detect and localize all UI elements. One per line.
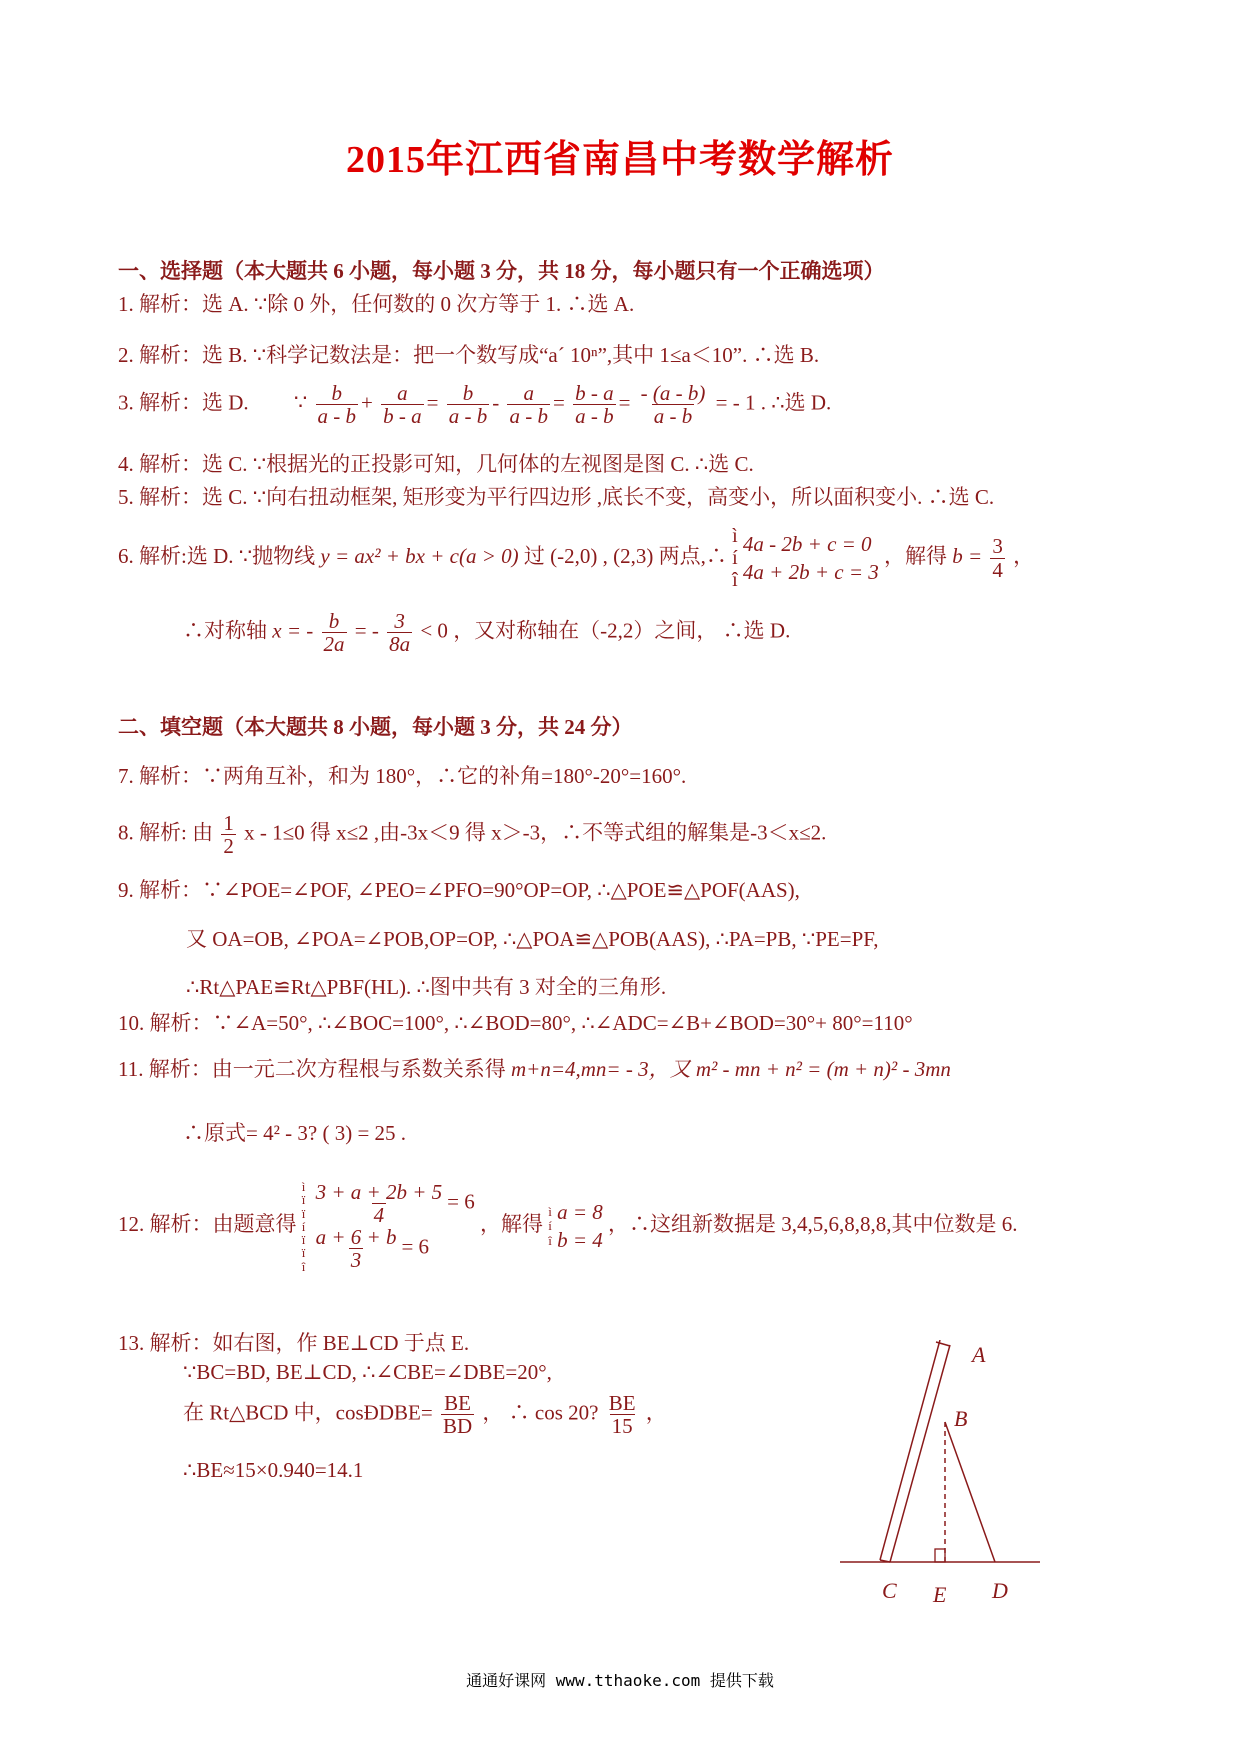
answer-12-suffix: ，∴这组新数据是 3,4,5,6,8,8,8,其中位数是 6. bbox=[608, 1212, 1018, 1237]
answer-6 bbox=[118, 525, 1034, 591]
answer-13-line-1: 13. 解析：如右图，作 BE⊥CD 于点 E. bbox=[118, 1331, 470, 1355]
answer-2: 2. 解析：选 B. ∵科学记数法是：把一个数写成“a´ 10ⁿ”,其中 1≤a＜10”. ∴选 B. bbox=[118, 343, 820, 367]
fraction: $\frac{b}{a - b}$ bbox=[448, 381, 488, 429]
answer-10: 10. 解析：∵∠A=50°, ∴∠BOC=100°, ∴∠BOD=80°, ∴∠ADC=∠B+∠BOD=30°+ 80°=110° bbox=[118, 1011, 913, 1035]
less-than: < 0 bbox=[420, 618, 448, 643]
answer-11-result: ∴原式= 4² - 3? ( 3) = 25 . bbox=[183, 1121, 407, 1145]
equation-system: $\frac{3 + a + 2b + 5}{4}$ = 6 $\frac{a + 6 + b}{3}$ = 6 bbox=[315, 1180, 475, 1273]
axis-suffix: ，又对称轴在（-2,2）之间， ∴选 D. bbox=[453, 618, 791, 643]
x-label: x = - bbox=[272, 618, 314, 643]
answer-3: 3. 解析：选 D. ∵ $\frac{b}{a - b}$ + $\frac{a}{b - a}$ = $\frac{b}{a - b}$ - $\frac{a}{a - b}$ = $\frac{b - a}{a - b}$ = $\frac{- (a - b)}{a - b}$ = - 1 . ∴选 D. bbox=[118, 381, 832, 429]
label-a: A bbox=[972, 1342, 986, 1367]
section-2-heading: 二、填空题（本大题共 8 小题，每小题 3 分，共 24 分） bbox=[118, 715, 633, 739]
fraction: $\frac{a}{b - a}$ bbox=[383, 381, 422, 429]
answer-6-axis bbox=[183, 610, 790, 655]
fraction: $\frac{BE}{BD}$ bbox=[442, 1391, 473, 1439]
label-e: E bbox=[933, 1582, 947, 1607]
solve-label: ，解得 bbox=[884, 543, 947, 568]
axis-prefix: ∴对称轴 bbox=[183, 618, 267, 643]
answer-8-suffix: x - 1≤0 得 x≤2 ,由-3x＜9 得 x＞-3，∴不等式组的解集是-3＜x≤2. bbox=[244, 820, 827, 845]
answer-12 bbox=[118, 1180, 1018, 1273]
ladder-right-edge bbox=[890, 1345, 950, 1562]
comma: ， bbox=[1013, 543, 1035, 568]
right-angle-mark bbox=[935, 1549, 945, 1562]
solve-label: ，解得 bbox=[479, 1212, 543, 1237]
cos-mid: ， ∴ cos 20? bbox=[482, 1400, 599, 1425]
answer-6-mid: 过 (-2,0) , (2,3) 两点, bbox=[523, 543, 706, 568]
system-brace: ì ï ï í ï ï î bbox=[301, 1179, 306, 1274]
answer-9-line-3: ∴Rt△PAE≌Rt△PBF(HL). ∴图中共有 3 对全的三角形. bbox=[186, 975, 667, 999]
answer-5: 5. 解析：选 C. ∵向右扭动框架, 矩形变为平行四边形 ,底长不变，高变小，所以面积变小. ∴选 C. bbox=[118, 485, 995, 509]
b-label: b = bbox=[952, 543, 983, 568]
answer-4: 4. 解析：选 C. ∵根据光的正投影可知，几何体的左视图是图 C. ∴选 C. bbox=[118, 452, 754, 476]
therefore-symbol: ∴ bbox=[705, 543, 727, 568]
answer-11 bbox=[118, 1053, 951, 1083]
geometry-figure bbox=[840, 1340, 1070, 1610]
cos-suffix: ， bbox=[645, 1400, 667, 1425]
fraction: $\frac{b}{2a}$ bbox=[323, 609, 345, 657]
equation-system: 4a - 2b + c = 0 4a + 2b + c = 3 bbox=[742, 531, 879, 584]
answer-6-prefix: 6. 解析:选 D. ∵抛物线 bbox=[118, 543, 316, 568]
answer-12-prefix: 12. 解析：由题意得 bbox=[118, 1212, 297, 1237]
answer-8-prefix: 8. 解析: 由 bbox=[118, 820, 214, 845]
fraction: $\frac{1}{2}$ bbox=[223, 811, 234, 859]
segment-bd bbox=[945, 1422, 995, 1562]
fraction: $\frac{BE}{15}$ bbox=[608, 1391, 636, 1439]
fraction: $\frac{3}{8a}$ bbox=[389, 609, 411, 657]
answer-3-prefix: 3. 解析：选 D. bbox=[118, 390, 249, 415]
page-footer: 通通好课网 www.tthaoke.com 提供下载 bbox=[466, 1671, 774, 1690]
system-brace: ì í î bbox=[732, 525, 738, 591]
answer-13-line-3 bbox=[183, 1392, 667, 1437]
fraction: $\frac{3}{4}$ bbox=[992, 534, 1003, 582]
fraction: $\frac{- (a - b)}{a - b}$ bbox=[640, 381, 706, 429]
answer-9-line-1: 9. 解析：∵∠POE=∠POF, ∠PEO=∠PFO=90°OP=OP, ∴△POE≌△POF(AAS), bbox=[118, 878, 800, 902]
label-b: B bbox=[954, 1406, 968, 1431]
answer-13-result: ∴BE≈15×0.940=14.1 bbox=[183, 1458, 364, 1482]
answer-1: 1. 解析：选 A. ∵除 0 外，任何数的 0 次方等于 1. ∴选 A. bbox=[118, 292, 635, 316]
root-relations: m+n=4,mn= - 3，又 bbox=[510, 1057, 691, 1081]
cos-prefix: 在 Rt△BCD 中，cosÐDBE= bbox=[183, 1400, 433, 1425]
label-c: C bbox=[882, 1578, 897, 1603]
result: = - 1 bbox=[715, 390, 756, 415]
expression: m² - mn + n² = (m + n)² - 3mn bbox=[695, 1057, 951, 1081]
fraction: $\frac{a}{a - b}$ bbox=[509, 381, 548, 429]
answer-11-prefix: 11. 解析：由一元二次方程根与系数关系得 bbox=[118, 1057, 506, 1081]
because-symbol: ∵ bbox=[293, 390, 308, 415]
ladder-left-edge bbox=[880, 1340, 940, 1560]
fraction: $\frac{b}{a - b}$ bbox=[317, 381, 357, 429]
solution-system: a = 8 b = 4 bbox=[557, 1200, 603, 1253]
answer-3-suffix: . ∴选 D. bbox=[760, 390, 832, 415]
answer-13-line-2: ∵BC=BD, BE⊥CD, ∴∠CBE=∠DBE=20°, bbox=[183, 1360, 552, 1384]
answer-7: 7. 解析：∵两角互补，和为 180°，∴它的补角=180°-20°=160°. bbox=[118, 764, 687, 788]
equals: = - bbox=[354, 618, 379, 643]
answer-9-line-2: 又 OA=OB, ∠POA=∠POB,OP=OP, ∴△POA≌△POB(AAS), ∴PA=PB, ∵PE=PF, bbox=[186, 927, 879, 951]
page-title: 2015年江西省南昌中考数学解析 bbox=[345, 139, 894, 181]
section-1-heading: 一、选择题（本大题共 6 小题，每小题 3 分，共 18 分，每小题只有一个正确选项） bbox=[118, 259, 885, 283]
solution-brace: ì í î bbox=[548, 1203, 552, 1248]
answer-8 bbox=[118, 812, 826, 857]
fraction: $\frac{b - a}{a - b}$ bbox=[575, 381, 614, 429]
label-d: D bbox=[992, 1578, 1008, 1603]
parabola-equation: y = ax² + bx + c(a > 0) bbox=[320, 543, 519, 568]
